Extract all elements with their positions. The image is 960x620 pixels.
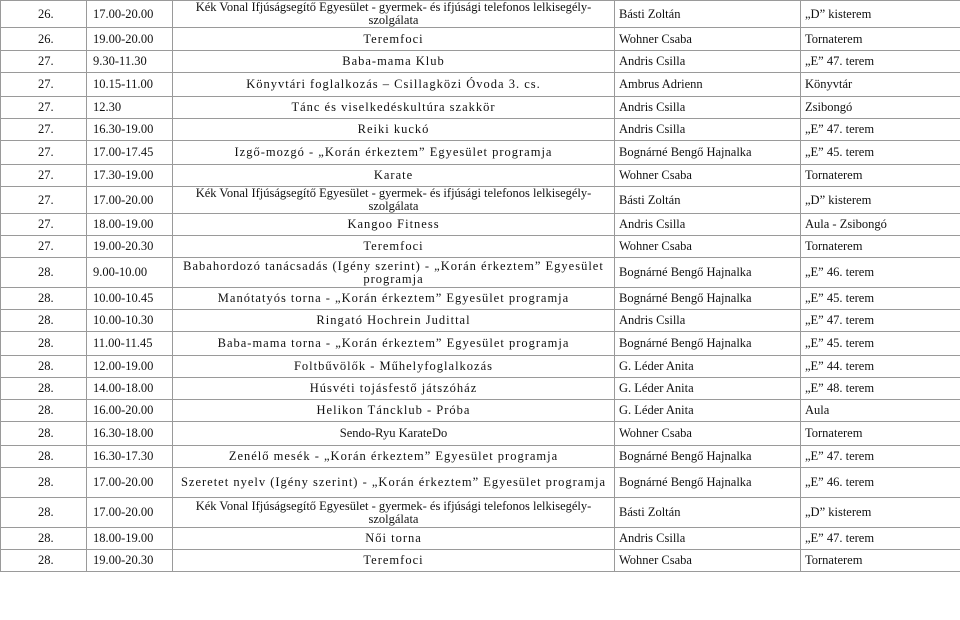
time-cell: 18.00-19.00 (87, 214, 173, 236)
person-cell: Wohner Csaba (615, 28, 801, 51)
table-row (1, 1, 960, 28)
person-cell: Wohner Csaba (615, 236, 801, 258)
table-row (1, 550, 960, 572)
activity-cell: Zenélő mesék - „Korán érkeztem” Egyesület programja (173, 446, 615, 468)
time-cell: 16.30-18.00 (87, 422, 173, 446)
place-cell: „D” kisterem (801, 187, 960, 214)
activity-cell: Baba-mama Klub (173, 51, 615, 73)
activity-cell: Teremfoci (173, 28, 615, 51)
place-cell: „E” 45. terem (801, 288, 960, 310)
place-cell: Tornaterem (801, 165, 960, 187)
day-cell: 26. (1, 1, 87, 28)
time-cell: 10.15-11.00 (87, 73, 173, 97)
person-cell: Básti Zoltán (615, 1, 801, 28)
time-cell: 16.30-17.30 (87, 446, 173, 468)
activity-cell: Teremfoci (173, 550, 615, 572)
time-cell: 10.00-10.45 (87, 288, 173, 310)
day-cell: 28. (1, 446, 87, 468)
person-cell: Bognárné Bengő Hajnalka (615, 258, 801, 288)
activity-cell: Manótatyós torna - „Korán érkeztem” Egyesület programja (173, 288, 615, 310)
table-row (1, 187, 960, 214)
time-cell: 14.00-18.00 (87, 378, 173, 400)
activity-cell: Ringató Hochrein Judittal (173, 310, 615, 332)
time-cell: 16.00-20.00 (87, 400, 173, 422)
place-cell: „E” 44. terem (801, 356, 960, 378)
time-cell: 9.30-11.30 (87, 51, 173, 73)
place-cell: Tornaterem (801, 28, 960, 51)
activity-cell: Kék Vonal Ifjúságsegítő Egyesület - gyermek- és ifjúsági telefonos lelkisegély-szolgálata (173, 498, 615, 528)
person-cell: Andris Csilla (615, 528, 801, 550)
person-cell: Ambrus Adrienn (615, 73, 801, 97)
person-cell: Bognárné Bengő Hajnalka (615, 446, 801, 468)
day-cell: 28. (1, 378, 87, 400)
table-row (1, 236, 960, 258)
day-cell: 27. (1, 214, 87, 236)
day-cell: 26. (1, 28, 87, 51)
table-row (1, 498, 960, 528)
day-cell: 28. (1, 422, 87, 446)
table-row (1, 73, 960, 97)
activity-cell: Izgő-mozgó - „Korán érkeztem” Egyesület programja (173, 141, 615, 165)
day-cell: 28. (1, 528, 87, 550)
activity-cell: Teremfoci (173, 236, 615, 258)
person-cell: Wohner Csaba (615, 165, 801, 187)
day-cell: 28. (1, 498, 87, 528)
place-cell: „E” 47. terem (801, 119, 960, 141)
place-cell: „D” kisterem (801, 498, 960, 528)
place-cell: „D” kisterem (801, 1, 960, 28)
activity-cell: Kék Vonal Ifjúságsegítő Egyesület - gyermek- és ifjúsági telefonos lelkisegély-szolgálata (173, 187, 615, 214)
person-cell: Bognárné Bengő Hajnalka (615, 288, 801, 310)
day-cell: 28. (1, 400, 87, 422)
time-cell: 9.00-10.00 (87, 258, 173, 288)
day-cell: 27. (1, 97, 87, 119)
activity-cell: Foltbűvölők - Műhelyfoglalkozás (173, 356, 615, 378)
place-cell: Zsibongó (801, 97, 960, 119)
day-cell: 27. (1, 73, 87, 97)
time-cell: 17.00-20.00 (87, 187, 173, 214)
table-row (1, 97, 960, 119)
time-cell: 17.00-20.00 (87, 498, 173, 528)
activity-cell: Könyvtári foglalkozás – Csillagközi Óvoda 3. cs. (173, 73, 615, 97)
person-cell: Bognárné Bengő Hajnalka (615, 141, 801, 165)
time-cell: 19.00-20.00 (87, 28, 173, 51)
table-row (1, 378, 960, 400)
time-cell: 12.00-19.00 (87, 356, 173, 378)
day-cell: 27. (1, 119, 87, 141)
activity-cell: Babahordozó tanácsadás (Igény szerint) - „Korán érkeztem” Egyesület programja (173, 258, 615, 288)
day-cell: 28. (1, 258, 87, 288)
person-cell: Andris Csilla (615, 310, 801, 332)
activity-cell: Sendo-Ryu KarateDo (173, 422, 615, 446)
table-row (1, 141, 960, 165)
table-row (1, 258, 960, 288)
activity-cell: Kangoo Fitness (173, 214, 615, 236)
table-row (1, 214, 960, 236)
table-row (1, 310, 960, 332)
place-cell: „E” 47. terem (801, 528, 960, 550)
activity-cell: Női torna (173, 528, 615, 550)
time-cell: 18.00-19.00 (87, 528, 173, 550)
person-cell: Andris Csilla (615, 214, 801, 236)
time-cell: 10.00-10.30 (87, 310, 173, 332)
place-cell: Könyvtár (801, 73, 960, 97)
place-cell: „E” 46. terem (801, 258, 960, 288)
person-cell: Andris Csilla (615, 119, 801, 141)
activity-cell: Baba-mama torna - „Korán érkeztem” Egyesület programja (173, 332, 615, 356)
place-cell: Tornaterem (801, 550, 960, 572)
time-cell: 19.00-20.30 (87, 236, 173, 258)
time-cell: 17.00-20.00 (87, 1, 173, 28)
table-row (1, 288, 960, 310)
day-cell: 27. (1, 187, 87, 214)
table-row (1, 468, 960, 498)
day-cell: 27. (1, 51, 87, 73)
place-cell: „E” 46. terem (801, 468, 960, 498)
time-cell: 17.00-17.45 (87, 141, 173, 165)
time-cell: 17.00-20.00 (87, 468, 173, 498)
time-cell: 19.00-20.30 (87, 550, 173, 572)
person-cell: Básti Zoltán (615, 187, 801, 214)
day-cell: 28. (1, 332, 87, 356)
person-cell: Wohner Csaba (615, 550, 801, 572)
day-cell: 28. (1, 310, 87, 332)
place-cell: „E” 48. terem (801, 378, 960, 400)
activity-cell: Tánc és viselkedéskultúra szakkör (173, 97, 615, 119)
place-cell: „E” 45. terem (801, 332, 960, 356)
day-cell: 28. (1, 356, 87, 378)
person-cell: Bognárné Bengő Hajnalka (615, 332, 801, 356)
time-cell: 17.30-19.00 (87, 165, 173, 187)
day-cell: 27. (1, 165, 87, 187)
place-cell: „E” 45. terem (801, 141, 960, 165)
table-row (1, 119, 960, 141)
person-cell: Andris Csilla (615, 97, 801, 119)
day-cell: 28. (1, 550, 87, 572)
person-cell: Bognárné Bengő Hajnalka (615, 468, 801, 498)
table-row (1, 356, 960, 378)
place-cell: „E” 47. terem (801, 51, 960, 73)
activity-cell: Karate (173, 165, 615, 187)
time-cell: 16.30-19.00 (87, 119, 173, 141)
schedule-body (1, 1, 960, 572)
person-cell: G. Léder Anita (615, 356, 801, 378)
person-cell: G. Léder Anita (615, 400, 801, 422)
table-row (1, 422, 960, 446)
place-cell: „E” 47. terem (801, 310, 960, 332)
table-row (1, 28, 960, 51)
table-row (1, 332, 960, 356)
person-cell: Básti Zoltán (615, 498, 801, 528)
table-row (1, 400, 960, 422)
table-row (1, 446, 960, 468)
day-cell: 27. (1, 236, 87, 258)
place-cell: Aula (801, 400, 960, 422)
activity-cell: Kék Vonal Ifjúságsegítő Egyesület - gyermek- és ifjúsági telefonos lelkisegély-szolgálata (173, 1, 615, 28)
table-row (1, 51, 960, 73)
activity-cell: Szeretet nyelv (Igény szerint) - „Korán érkeztem” Egyesület programja (173, 468, 615, 498)
place-cell: Tornaterem (801, 236, 960, 258)
person-cell: Andris Csilla (615, 51, 801, 73)
day-cell: 28. (1, 468, 87, 498)
day-cell: 28. (1, 288, 87, 310)
day-cell: 27. (1, 141, 87, 165)
activity-cell: Húsvéti tojásfestő játszóház (173, 378, 615, 400)
table-row (1, 528, 960, 550)
place-cell: „E” 47. terem (801, 446, 960, 468)
time-cell: 11.00-11.45 (87, 332, 173, 356)
activity-cell: Reiki kuckó (173, 119, 615, 141)
place-cell: Aula - Zsibongó (801, 214, 960, 236)
person-cell: G. Léder Anita (615, 378, 801, 400)
person-cell: Wohner Csaba (615, 422, 801, 446)
activity-cell: Helikon Táncklub - Próba (173, 400, 615, 422)
place-cell: Tornaterem (801, 422, 960, 446)
table-row (1, 165, 960, 187)
time-cell: 12.30 (87, 97, 173, 119)
